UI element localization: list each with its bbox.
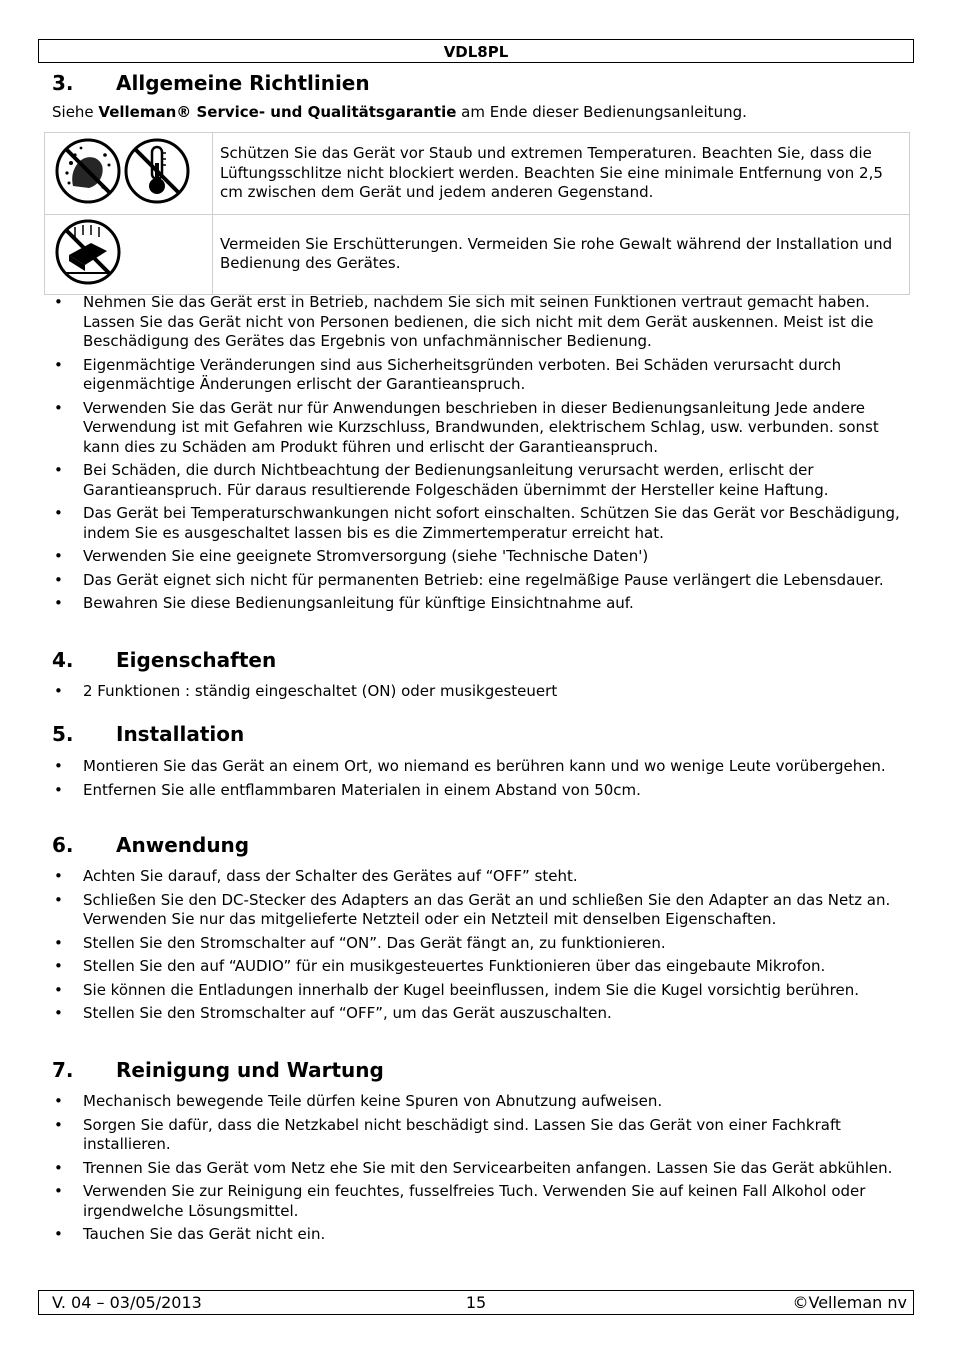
warning-icons-row-2 — [45, 215, 212, 289]
list-item: • Bewahren Sie diese Bedienungsanleitung für künftige Einsichtnahme auf. — [52, 594, 902, 614]
section-title: Allgemeine Richtlinien — [116, 71, 370, 95]
footer-version: V. 04 – 03/05/2013 — [52, 1293, 202, 1312]
section-3-list — [52, 293, 902, 618]
list-item: • Stellen Sie den Stromschalter auf “ON”. Das Gerät fängt an, zu funktionieren. — [52, 934, 902, 954]
list-item: • Sie können die Entladungen innerhalb der Kugel beeinflussen, indem Sie die Kugel vorsichtig berühren. — [52, 981, 902, 1001]
section-number: 4. — [52, 648, 74, 672]
no-dust-icon — [57, 140, 119, 202]
no-temperature-icon — [126, 140, 188, 202]
document-header — [38, 39, 914, 63]
list-item: • Nehmen Sie das Gerät erst in Betrieb, nachdem Sie sich mit seinen Funktionen vertraut gemacht haben. Lassen Sie das Gerät nicht von Personen bedienen, die sich nicht mit dem Gerät auskennen. Meist ist die Beschädigung des Gerätes das Ergebnis von unfachmännischer Bedienung. — [52, 293, 902, 352]
intro-text-end: am Ende dieser Bedienungsanleitung. — [456, 103, 747, 121]
section-6-heading — [52, 833, 249, 857]
list-item: • Tauchen Sie das Gerät nicht ein. — [52, 1225, 902, 1245]
warning-text-cell: Schützen Sie das Gerät vor Staub und extremen Temperaturen. Beachten Sie, dass die Lüftungsschlitze nicht blockiert werden. Beachten Sie eine minimale Entfernung von 2,5 cm zwischen dem Gerät und jedem anderen Gegenstand. — [213, 133, 910, 215]
document-footer — [38, 1290, 914, 1315]
list-item: • Verwenden Sie zur Reinigung ein feuchtes, fusselfreies Tuch. Verwenden Sie auf keinen Fall Alkohol oder irgendwelche Lösungsmittel. — [52, 1182, 902, 1221]
footer-page-number: 15 — [465, 1293, 487, 1312]
no-shock-icon — [57, 221, 119, 283]
section-title: Reinigung und Wartung — [116, 1058, 384, 1082]
section-7-heading — [52, 1058, 384, 1082]
intro-text: Siehe — [52, 103, 99, 121]
list-item: • Das Gerät bei Temperaturschwankungen nicht sofort einschalten. Schützen Sie das Gerät vor Beschädigung, indem Sie es ausgeschaltet lassen bis es die Zimmertemperatur erreicht hat. — [52, 504, 902, 543]
list-item: • Das Gerät eignet sich nicht für permanenten Betrieb: eine regelmäßige Pause verlängert die Lebensdauer. — [52, 571, 902, 591]
model-label: VDL8PL — [443, 43, 509, 61]
list-item: • Verwenden Sie das Gerät nur für Anwendungen beschrieben in dieser Bedienungsanleitung Jede andere Verwendung ist mit Gefahren wie Kurzschluss, Brandwunden, elektrischem Schlag, usw. verbunden. sonst kann dies zu Schäden am Produkt führen und erlischt der Garantieanspruch. — [52, 399, 902, 458]
warning-table — [44, 132, 910, 295]
list-item: • Eigenmächtige Veränderungen sind aus Sicherheitsgründen verboten. Bei Schäden verursacht durch eigenmächtige Änderungen erlischt der Garantieanspruch. — [52, 356, 902, 395]
warning-icons-cell — [45, 214, 213, 295]
intro-bold-link-text: Velleman® Service- und Qualitätsgarantie — [98, 103, 457, 121]
warning-icons-row-1 — [45, 133, 212, 208]
section-number: 3. — [52, 71, 74, 95]
section-5-heading — [52, 722, 244, 746]
warning-text-cell: Vermeiden Sie Erschütterungen. Vermeiden Sie rohe Gewalt während der Installation und Bedienung des Gerätes. — [213, 214, 910, 295]
section-3-intro — [52, 103, 747, 122]
list-item: • Mechanisch bewegende Teile dürfen keine Spuren von Abnutzung aufweisen. — [52, 1092, 902, 1112]
footer-copyright: ©Velleman nv — [792, 1293, 907, 1312]
section-4-heading — [52, 648, 276, 672]
warning-row — [45, 214, 910, 295]
section-number: 5. — [52, 722, 74, 746]
section-5-list — [52, 757, 902, 804]
list-item: • Schließen Sie den DC-Stecker des Adapters an das Gerät an und schließen Sie den Adapter an das Netz an. Verwenden Sie nur das mitgelieferte Netzteil oder ein Netzteil mit denselben Eigenschaften. — [52, 891, 902, 930]
list-item: • Stellen Sie den auf “AUDIO” für ein musikgesteuertes Funktionieren über das eingebaute Mikrofon. — [52, 957, 902, 977]
section-number: 6. — [52, 833, 74, 857]
section-title: Eigenschaften — [116, 648, 277, 672]
list-item: • Stellen Sie den Stromschalter auf “OFF”, um das Gerät auszuschalten. — [52, 1004, 902, 1024]
list-item: • Bei Schäden, die durch Nichtbeachtung der Bedienungsanleitung verursacht werden, erlischt der Garantieanspruch. Für daraus resultierende Folgeschäden übernimmt der Hersteller keine Haftung. — [52, 461, 902, 500]
section-title: Anwendung — [116, 833, 250, 857]
section-6-list — [52, 867, 902, 1028]
list-item: • Achten Sie darauf, dass der Schalter des Gerätes auf “OFF” steht. — [52, 867, 902, 887]
list-item: • Entfernen Sie alle entflammbaren Materialen in einem Abstand von 50cm. — [52, 781, 902, 801]
warning-row — [45, 133, 910, 215]
warning-icons-cell — [45, 133, 213, 215]
list-item: • Sorgen Sie dafür, dass die Netzkabel nicht beschädigt sind. Lassen Sie das Gerät von einer Fachkraft installieren. — [52, 1116, 902, 1155]
list-item: • Montieren Sie das Gerät an einem Ort, wo niemand es berühren kann und wo wenige Leute vorübergehen. — [52, 757, 902, 777]
list-item: • 2 Funktionen : ständig eingeschaltet (ON) oder musikgesteuert — [52, 682, 902, 702]
section-4-list — [52, 682, 902, 706]
list-item: • Trennen Sie das Gerät vom Netz ehe Sie mit den Servicearbeiten anfangen. Lassen Sie das Gerät abkühlen. — [52, 1159, 902, 1179]
section-7-list — [52, 1092, 902, 1249]
section-number: 7. — [52, 1058, 74, 1082]
list-item: • Verwenden Sie eine geeignete Stromversorgung (siehe 'Technische Daten') — [52, 547, 902, 567]
section-3-heading — [52, 71, 370, 95]
section-title: Installation — [116, 722, 245, 746]
